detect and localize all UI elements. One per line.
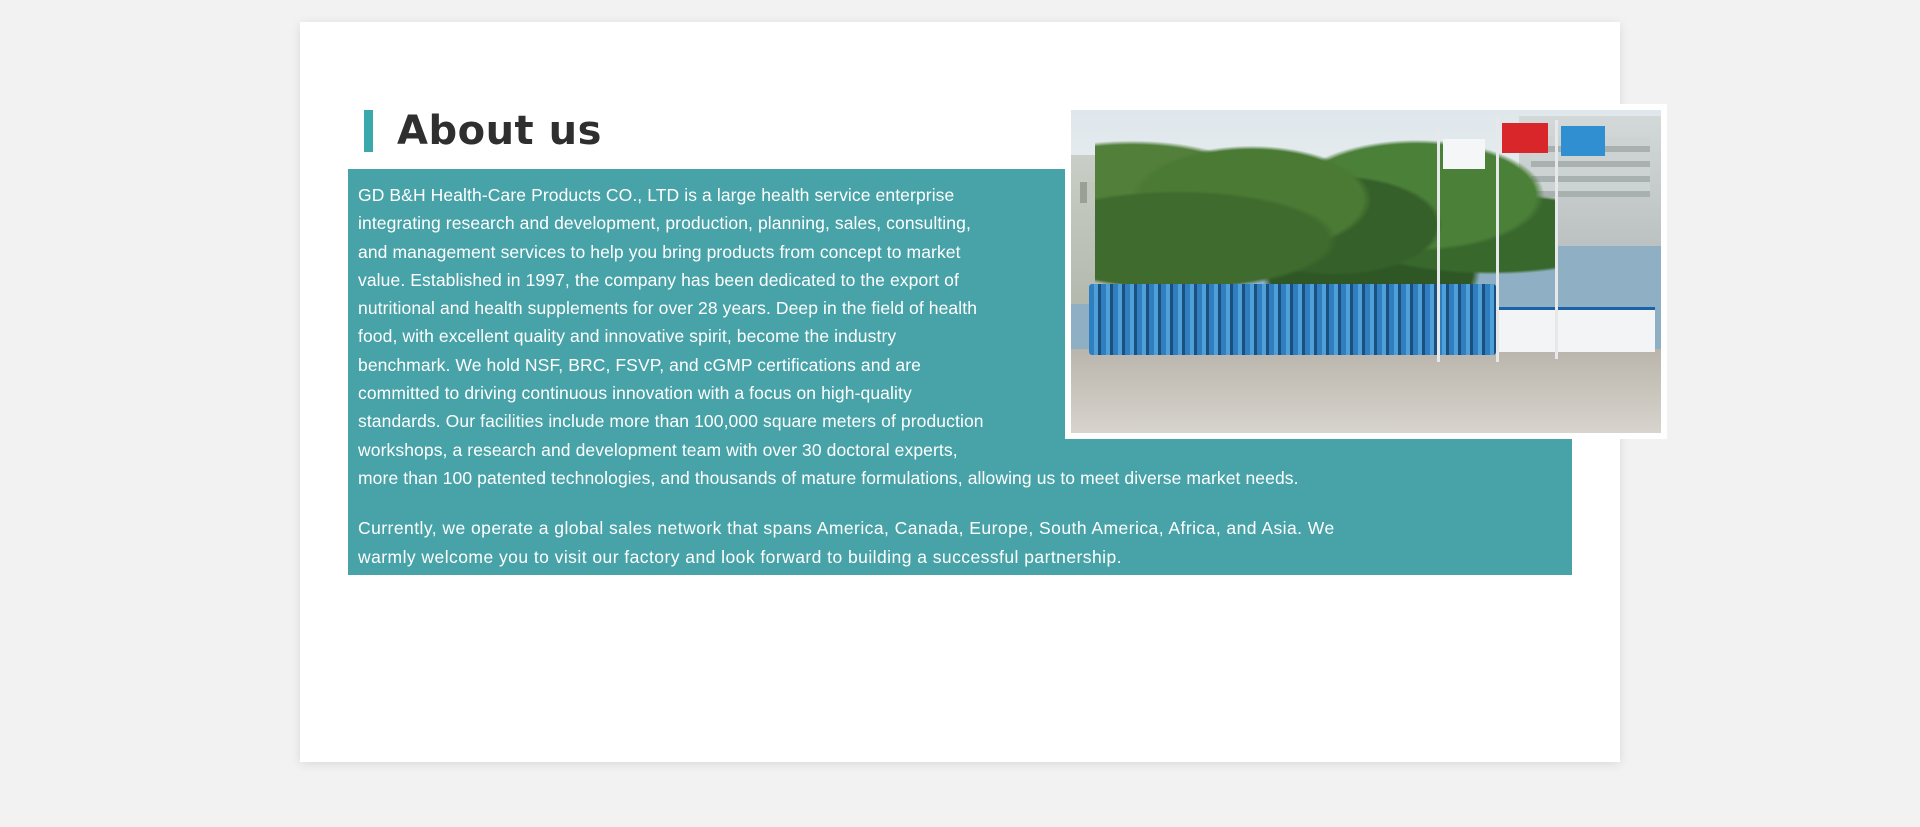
about-paragraph-1: GD B&H Health-Care Products CO., LTD is a large health service enterprise integrating research and development, production, planning, sales, consulting, and management services to help you bring products from concept to market value. Established in 1997, the company has been dedicated to the export of nutritional and health supplements for over 28 years. Deep in the field of health food, with excellent quality and innovative spirit, become the industry benchmark. We hold NSF, BRC, FSVP, and cGMP certifications and are committed to driving continuous innovation with a focus on high-quality standards. Our facilities include more than 100,000 square meters of production workshops, a research and development team with over 30 doctoral experts, more than 100 patented technologies, and thousands of mature formulations, allowing us to meet diverse market needs. — [358, 185, 1299, 488]
title-accent-bar — [364, 110, 373, 152]
photo-flagpole-2 — [1496, 116, 1499, 361]
photo-flagpole-1 — [1437, 129, 1440, 362]
photo-flag-white — [1443, 139, 1485, 169]
about-us-page — [300, 22, 1620, 762]
page-title-text: About us — [397, 108, 602, 154]
photo-ground — [1071, 349, 1661, 433]
photo-company-sign — [1496, 307, 1655, 352]
photo-staff-group — [1089, 284, 1496, 355]
about-paragraph-2: Currently, we operate a global sales network that spans America, Canada, Europe, South America, Africa, and Asia. We warmly welcome you to visit our factory and look forward to building a successful partnership. — [358, 518, 1335, 567]
company-photo — [1065, 104, 1667, 439]
page-title — [364, 108, 602, 154]
photo-flag-red — [1502, 123, 1548, 153]
photo-flagpole-3 — [1555, 120, 1558, 359]
photo-flag-blue — [1561, 126, 1605, 156]
